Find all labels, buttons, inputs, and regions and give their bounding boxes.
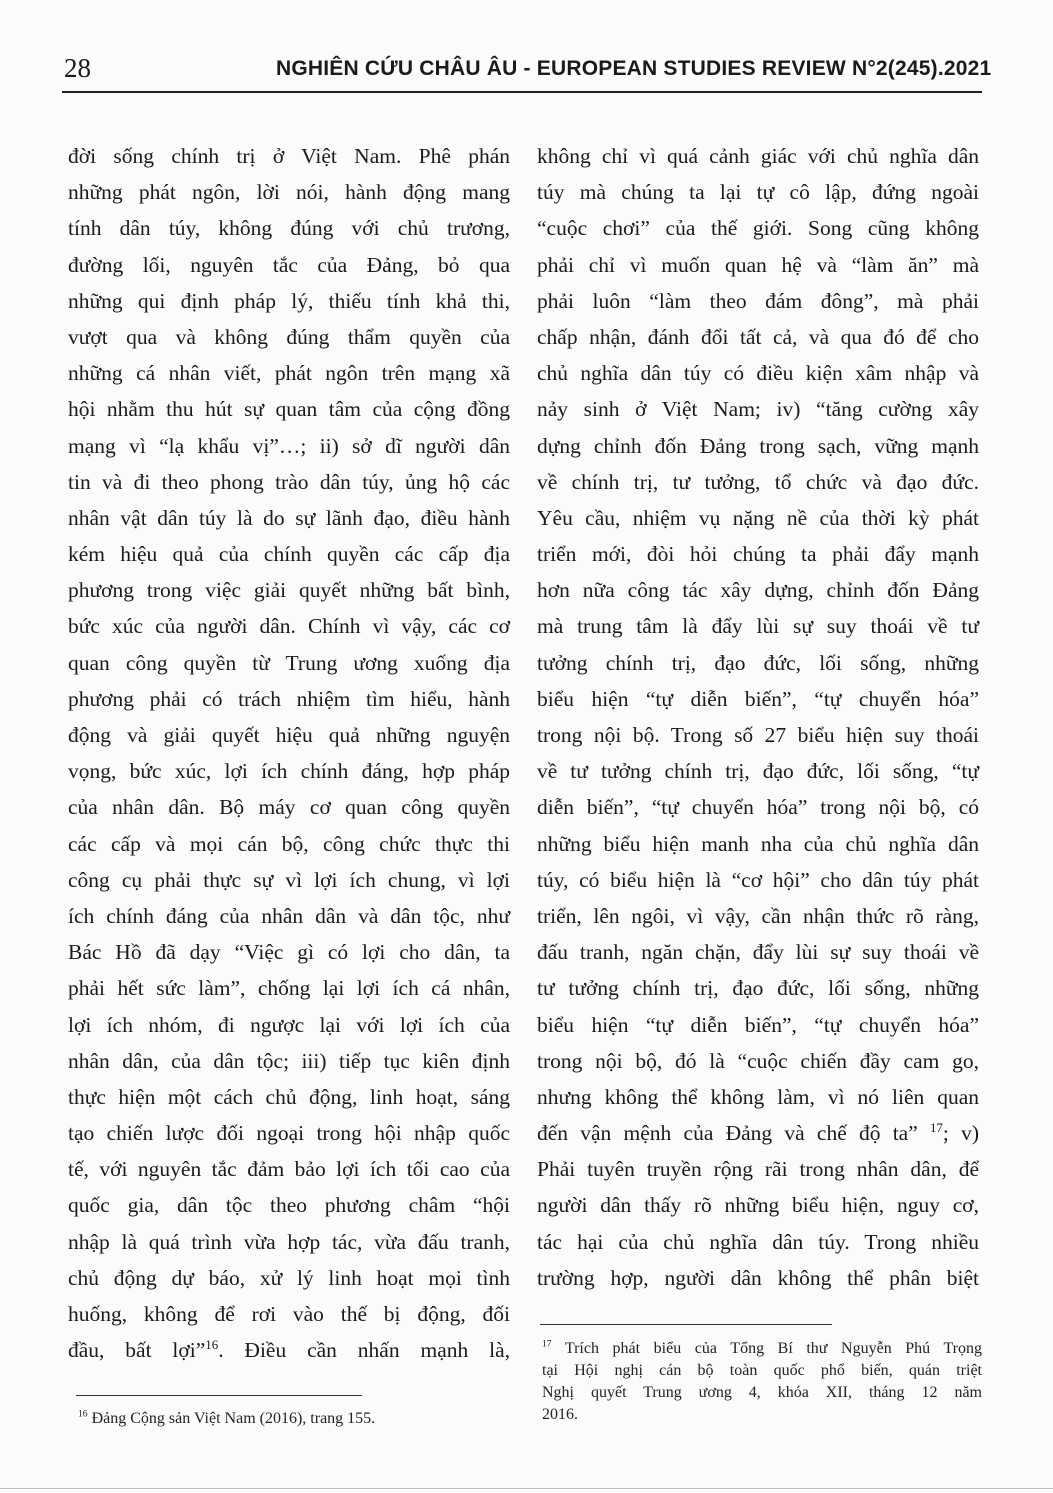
text-line: của nhân dân. Bộ máy cơ quan công quyền: [68, 795, 510, 820]
footnote-17-line: tại Hội nghị cán bộ toàn quốc phổ biến, quán triệt: [542, 1362, 982, 1379]
scan-edge-line: [0, 1488, 1053, 1489]
text-line: đời sống chính trị ở Việt Nam. Phê phán: [68, 144, 510, 168]
text-line: quốc gia, dân tộc theo phương châm “hội: [68, 1193, 510, 1218]
text-line: huống, không để rơi vào thế bị động, đối: [68, 1302, 510, 1326]
text-line: tưởng chính trị, đạo đức, lối sống, những: [537, 650, 979, 675]
text-line: Phải tuyên truyền rộng rãi trong nhân dân, để: [537, 1157, 979, 1182]
text-line: quan công quyền từ Trung ương xuống địa: [68, 650, 510, 675]
text-line: kém hiệu quả của chính quyền các cấp địa: [68, 542, 510, 567]
text-line: người dân thấy rõ những biểu hiện, nguy cơ,: [537, 1193, 979, 1218]
footnote-16-text: Đảng Cộng sản Việt Nam (2016), trang 155.: [87, 1410, 376, 1427]
text-line: mạng vì “lạ khẩu vị”…; ii) sở dĩ người dân: [68, 433, 510, 458]
text-line: phải chỉ vì muốn quan hệ và “làm ăn” mà: [537, 252, 979, 277]
text-line: chủ nghĩa dân túy có điều kiện xâm nhập và: [537, 361, 979, 386]
text-line: tin và đi theo phong trào dân túy, ủng hộ các: [68, 469, 510, 494]
text-line: [68, 1332, 510, 1368]
footnote-divider-right: [540, 1324, 832, 1325]
page-number: 28: [64, 53, 91, 83]
text-line: thực hiện một cách chủ động, linh hoạt, sáng: [68, 1084, 510, 1109]
text-line: phương trong việc giải quyết những bất bình,: [68, 578, 510, 603]
text-line: hội nhằm thu hút sự quan tâm của cộng đồng: [68, 397, 510, 422]
text-line: hơn nữa công tác xây dựng, chỉnh đốn Đảng: [537, 578, 979, 603]
text-line: diễn biến”, “tự chuyển hóa” trong nội bộ, có: [537, 795, 979, 820]
footnote-16-marker: 16: [78, 1408, 88, 1420]
text-line: Bác Hồ đã dạy “Việc gì có lợi cho dân, ta: [68, 940, 510, 965]
text-line: về tư tưởng chính trị, đạo đức, lối sống, “tự: [537, 759, 979, 784]
text-line: biểu hiện “tự diễn biến”, “tự chuyển hóa”: [537, 1012, 979, 1037]
text-line: những cá nhân viết, phát ngôn trên mạng xã: [68, 361, 510, 386]
text-line: tư tưởng chính trị, đạo đức, lối sống, những: [537, 976, 979, 1001]
text-line: công cụ phải thực sự vì lợi ích chung, vì lợi: [68, 867, 510, 892]
left-text-column: [68, 138, 510, 1368]
text-line: trong nội bộ, đó là “cuộc chiến đầy cam go,: [537, 1048, 979, 1073]
text-line: tế, với nguyên tắc đảm bảo lợi ích tối cao của: [68, 1157, 510, 1182]
text-line: bức xúc của người dân. Chính vì vậy, các cơ: [68, 614, 510, 639]
text-line: đấu tranh, ngăn chặn, đẩy lùi sự suy thoái về: [537, 940, 979, 965]
footnote-16-line: [78, 1408, 508, 1430]
text-line: phải hết sức làm”, chống lại lợi ích cá nhân,: [68, 976, 510, 1001]
text-line: nhân dân, của dân tộc; iii) tiếp tục kiên định: [68, 1048, 510, 1073]
text-line: trong nội bộ. Trong số 27 biểu hiện suy thoái: [537, 723, 979, 747]
text-line: túy, có biểu hiện là “cơ hội” cho dân túy phát: [537, 867, 979, 892]
text-line: triển mới, đòi hỏi chúng ta phải đẩy mạnh: [537, 542, 979, 567]
right-text-column: [537, 138, 979, 1296]
text-line: “cuộc chơi” của thế giới. Song cũng không: [537, 216, 979, 241]
text-line: những biểu hiện manh nha của chủ nghĩa dân: [537, 831, 979, 856]
text-line: tạo chiến lược đối ngoại trong hội nhập quốc: [68, 1121, 510, 1146]
text-line: túy mà chúng ta lại tự cô lập, đứng ngoài: [537, 180, 979, 205]
text-line: vượt qua và không đúng thẩm quyền của: [68, 324, 510, 349]
text-line: những qui định pháp lý, thiếu tính khả thi,: [68, 288, 510, 313]
text-segment: đến vận mệnh của Đảng và chế độ ta”: [537, 1121, 930, 1146]
text-line: trường hợp, người dân không thể phân biệt: [537, 1265, 979, 1290]
running-head: NGHIÊN CỨU CHÂU ÂU - EUROPEAN STUDIES REVIEW N°2(245).2021: [276, 57, 992, 80]
text-line: về chính trị, tư tưởng, tổ chức và đạo đức.: [537, 469, 979, 494]
footnote-17-line: [542, 1338, 982, 1360]
footnote-17-line: Nghị quyết Trung ương 4, khóa XII, tháng 12 năm: [542, 1384, 982, 1401]
text-line: Yêu cầu, nhiệm vụ nặng nề của thời kỳ phát: [537, 505, 979, 530]
text-line: dựng chỉnh đốn Đảng trong sạch, vững mạnh: [537, 433, 979, 458]
text-line: vọng, bức xúc, lợi ích chính đáng, hợp pháp: [68, 759, 510, 784]
text-segment: đầu, bất lợi”: [68, 1338, 206, 1363]
text-line: động và giải quyết hiệu quả những nguyện: [68, 723, 510, 747]
text-line: ích chính đáng của nhân dân và dân tộc, như: [68, 903, 510, 928]
text-line: chủ động dự báo, xử lý linh hoạt mọi tình: [68, 1265, 510, 1290]
footnote-17-text: Trích phát biểu của Tổng Bí thư Nguyễn Phú Trọng: [551, 1340, 982, 1357]
text-line: triển, lên ngôi, vì vậy, cần nhận thức rõ ràng,: [537, 903, 979, 928]
text-line: lợi ích nhóm, đi ngược lại với lợi ích của: [68, 1012, 510, 1037]
text-line: tác hại của chủ nghĩa dân túy. Trong nhiều: [537, 1229, 979, 1254]
footnote-16: [78, 1408, 508, 1430]
footnote-divider-left: [76, 1395, 362, 1396]
footnote-reference: 17: [929, 1120, 943, 1135]
footnote-17-line: 2016.: [542, 1406, 578, 1423]
text-line: phương phải có trách nhiệm tìm hiểu, hành: [68, 686, 510, 711]
text-line: [537, 1115, 979, 1151]
text-line: nhập là quá trình vừa hợp tác, vừa đấu tranh,: [68, 1229, 510, 1254]
text-line: đường lối, nguyên tắc của Đảng, bỏ qua: [68, 252, 510, 277]
text-segment: . Điều cần nhấn mạnh là,: [218, 1338, 511, 1363]
text-line: những phát ngôn, lời nói, hành động mang: [68, 180, 510, 205]
text-line: mà trung tâm là đẩy lùi sự suy thoái về tư: [537, 614, 979, 639]
text-line: chấp nhận, đánh đổi tất cả, và qua đó để cho: [537, 324, 979, 349]
text-line: nhân vật dân túy là do sự lãnh đạo, điều hành: [68, 505, 510, 530]
footnote-17-marker: 17: [542, 1338, 552, 1350]
text-line: biểu hiện “tự diễn biến”, “tự chuyển hóa”: [537, 686, 979, 711]
footnote-17: [542, 1338, 982, 1426]
text-segment: ; v): [942, 1121, 979, 1146]
header-rule: [62, 91, 982, 93]
text-line: các cấp và mọi cán bộ, công chức thực thi: [68, 831, 510, 856]
text-line: không chỉ vì quá cảnh giác với chủ nghĩa dân: [537, 144, 979, 168]
text-line: nảy sinh ở Việt Nam; iv) “tăng cường xây: [537, 397, 979, 422]
text-line: phải luôn “làm theo đám đông”, mà phải: [537, 288, 979, 313]
footnote-reference: 16: [205, 1338, 219, 1353]
text-line: nhưng không thể không làm, vì nó liên quan: [537, 1084, 979, 1109]
text-line: tính dân túy, không đúng với chủ trương,: [68, 216, 510, 241]
